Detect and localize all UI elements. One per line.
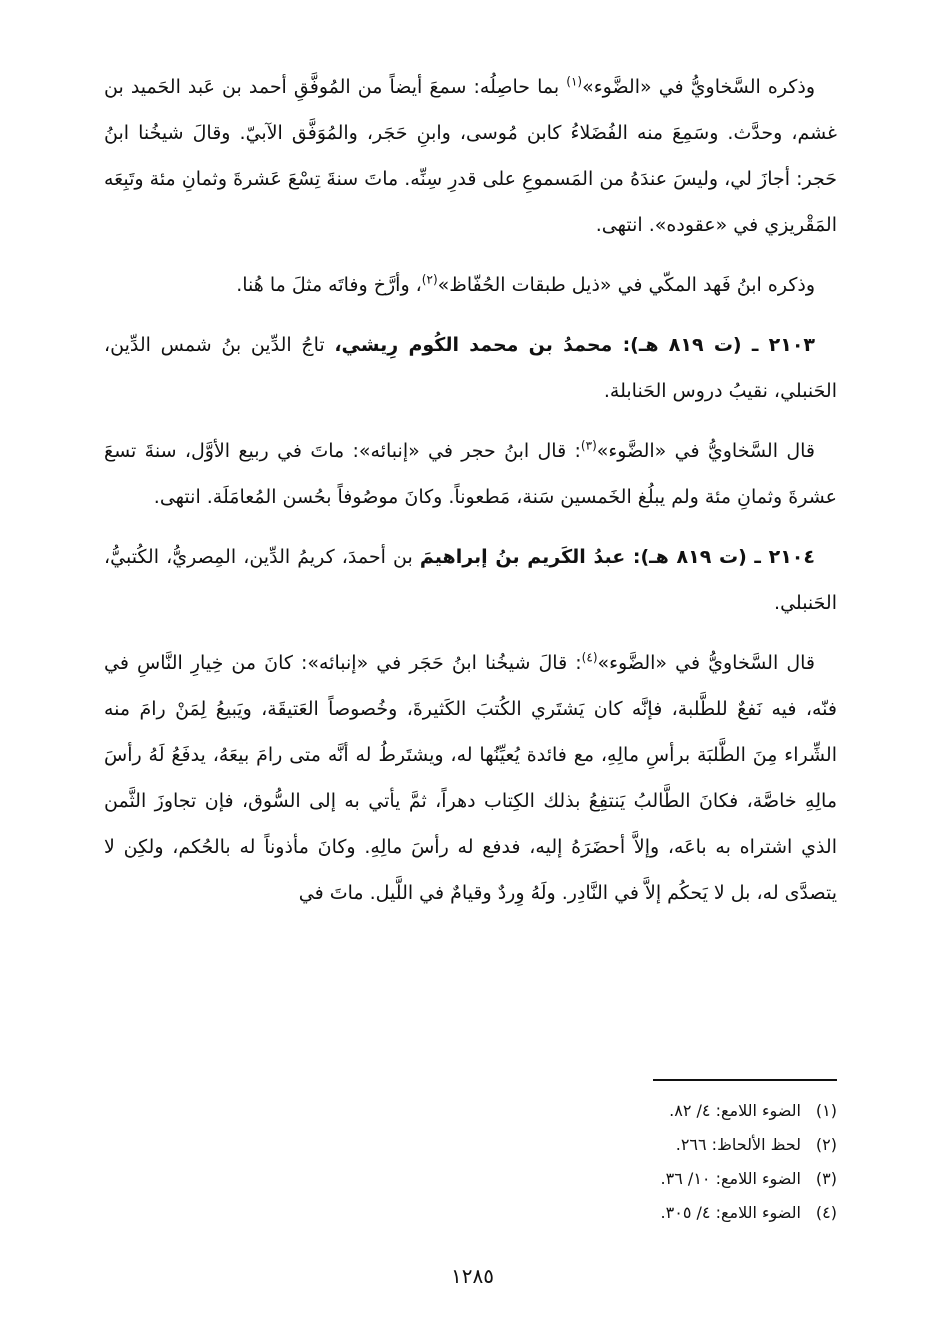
footnote-ref-2: (٢)	[421, 272, 438, 287]
footnote-3	[104, 1162, 837, 1196]
page-number: ١٢٨٥	[451, 1264, 494, 1288]
paragraph-3-text-a: قال السَّخاويُّ في «الضَّوء»	[596, 440, 816, 462]
paragraph-3	[104, 428, 837, 520]
entry-2103	[104, 322, 837, 414]
footnote-1	[104, 1094, 837, 1128]
paragraph-1-text-a: وذكره السَّخاويُّ في «الضَّوء»	[582, 76, 815, 98]
footnote-2	[104, 1128, 837, 1162]
footnotes-list	[104, 1094, 837, 1230]
entry-2103-heading: ٢١٠٣ ـ (ت ٨١٩ هـ): محمدُ بن محمد الكُوم رِيشي،	[334, 334, 816, 356]
entry-2103-text: تاجُ الدِّين بنُ شمس الدِّين، الحَنبلي، نقيبُ دروس الحَنابلة.	[104, 334, 837, 402]
paragraph-2	[104, 262, 837, 308]
footnote-number: (١)	[815, 1101, 837, 1120]
footnote-text: لحظ الألحاظ: ٢٦٦.	[675, 1135, 801, 1154]
paragraph-2-text-a: وذكره ابنُ فَهد المكّي في «ذيل طبقات الحُفّاظ»	[437, 274, 815, 296]
footnote-text: الضوء اللامع: ١٠/ ٣٦.	[660, 1169, 801, 1188]
footnote-divider	[653, 1079, 837, 1081]
footnote-text: الضوء اللامع: ٤/ ٨٢.	[669, 1101, 801, 1120]
footnote-number: (٢)	[815, 1135, 837, 1154]
paragraph-4-text-b: : قالَ شيخُنا ابنُ حَجَر في «إنبائه»: كانَ من خِيارِ النَّاسِ في فنّه، فيه نَفعٌ للطَّلبة، فإنَّه كان يَشتَري الكُتبَ الكَثيرةَ، وخُصوصاً العَتيقَة، ويَبيعُ لِمَنْ رامَ منه الشِّراء مِنَ الطَّلبَة برأسِ مالِهِ، مع فائدة يُعيِّنُها له، ويشتَرطُ له أنَّه متى رامَ بيعَهُ، يدفَعُ لَهُ رأسَ مالِهِ خاصَّة، فكانَ الطَّالبُ يَنتفِعُ بذلك الكِتاب دهراً، ثمَّ يأتي به إلى السُّوق، فإن تجاوزَ الثَّمن الذي اشتراه به باعَه، وإلاَّ أحضَرَهُ إليه، فدفع له رأسَ مالِهِ. وكانَ مأذوناً له بالحُكم، ولكِن لا يتصدَّى له، بل لا يَحكُم إلاَّ في النَّادِر. ولَهُ وِردٌ وقيامٌ في اللَّيل. ماتَ في	[104, 652, 837, 904]
paragraph-1-text-b: بما حاصِلُه: سمعَ أيضاً من المُوفَّقِ أحمد بن عَبد الحَميد بن غشم، وحدَّث. وسَمِعَ منه الفُضَلاءُ كابن مُوسى، وابنِ حَجَر، والمُوَفَّق الآبيّ. وقالَ شيخُنا ابنُ حَجر: أجازَ لي، وليسَ عندَهُ من المَسموعِ على قدرِ سِنِّه. ماتَ سنةَ تِسْعَ عَشرةَ وثمانِ مئة وتَبِعَه المَقْريزي في «عقوده». انتهى.	[104, 76, 837, 236]
entry-2104-heading: ٢١٠٤ ـ (ت ٨١٩ هـ): عبدُ الكَريم بنُ إبراهيمَ	[419, 546, 815, 568]
footnote-number: (٣)	[815, 1169, 837, 1188]
footnote-ref-4: (٤)	[581, 650, 598, 665]
footnote-text: الضوء اللامع: ٤/ ٣٠٥.	[660, 1203, 801, 1222]
main-text	[104, 64, 837, 916]
paragraph-1	[104, 64, 837, 248]
paragraph-3-text-b: : قال ابنُ حجر في «إنبائه»: ماتَ في ربيع الأوَّل، سنةَ تسعَ عشرةَ وثمانِ مئة ولم يبلُغ الخَمسين سَنة، مَطعوناً. وكانَ موصُوفاً بحُسن المُعامَلَة. انتهى.	[104, 440, 837, 508]
entry-2104	[104, 534, 837, 626]
entry-2104-text: بن أحمدَ، كريمُ الدِّين، المِصريُّ، الكُتبيُّ، الحَنبلي.	[104, 546, 837, 614]
footnote-number: (٤)	[815, 1203, 837, 1222]
footnote-ref-3: (٣)	[580, 438, 597, 453]
paragraph-2-text-b: ، وأرَّخ وفاتَه مثلَ ما هُنا.	[236, 274, 422, 296]
paragraph-4	[104, 640, 837, 916]
footnote-4	[104, 1196, 837, 1230]
footnote-ref-1: (١)	[566, 74, 583, 89]
paragraph-4-text-a: قال السَّخاويُّ في «الضَّوء»	[597, 652, 816, 674]
